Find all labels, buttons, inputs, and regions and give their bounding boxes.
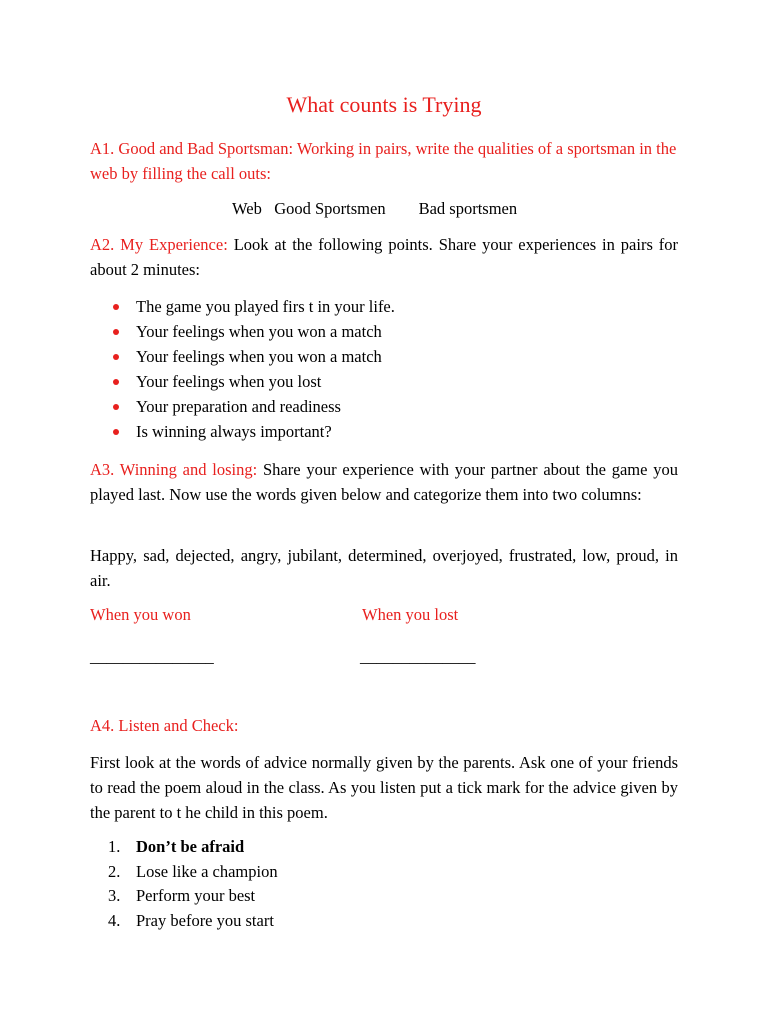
word-list: Happy, sad, dejected, angry, jubilant, determined, overjoyed, frustrated, low, proud, in air. (90, 546, 678, 590)
when-you-won-label: When you won (90, 605, 191, 624)
a3-section (90, 457, 678, 507)
item-number: 3. (108, 886, 121, 905)
list-item: Is winning always important? (106, 419, 395, 444)
when-you-lost-label: When you lost (362, 605, 459, 624)
a3-text: Share your experience with your partner about the game you played last. Now use the words given below and categorize them into two columns: (90, 460, 678, 504)
a2-section (90, 232, 678, 282)
a4-instruction: First look at the words of advice normally given by the parents. Ask one of your friends to read the poem aloud in the class. As you listen put a tick mark for the advice given by the parent to t he child in this poem. (90, 753, 678, 822)
item-number: 4. (108, 910, 121, 930)
a3-heading: A3. Winning and losing: (90, 460, 258, 479)
a1-instruction: A1. Good and Bad Sportsman: Working in pairs, write the qualities of a sportsman in the web by filling the call outs: (90, 139, 677, 183)
list-item (108, 909, 278, 934)
good-sportsmen-label: Good Sportsmen (274, 199, 386, 218)
list-item: Your feelings when you won a match (106, 319, 395, 344)
item-text: Perform your best (136, 886, 256, 905)
item-text: Don’t be afraid (136, 837, 245, 856)
list-item (108, 835, 278, 860)
a2-text: Look at the following points. Share your experiences in pairs for about 2 minutes: (90, 235, 678, 279)
experience-points-list (106, 294, 395, 444)
list-item: Your feelings when you lost (106, 369, 395, 394)
lost-answer-blank: ______________ (360, 647, 476, 666)
web-labels (232, 198, 517, 220)
list-item (108, 860, 278, 885)
list-item (108, 884, 278, 909)
a2-heading: A2. My Experience: (90, 235, 228, 254)
list-item: The game you played firs t in your life. (106, 294, 395, 319)
page-title: What counts is Trying (286, 92, 482, 117)
item-number: 2. (108, 861, 121, 881)
web-label: Web (232, 199, 262, 218)
list-item: Your preparation and readiness (106, 394, 395, 419)
item-text: Lose like a champion (136, 861, 278, 881)
won-answer-blank: _______________ (90, 647, 214, 666)
a4-heading: A4. Listen and Check: (90, 716, 239, 735)
item-text: Pray before you start (136, 910, 274, 930)
item-number: 1. (108, 837, 121, 856)
list-item: Your feelings when you won a match (106, 344, 395, 369)
advice-list (108, 835, 278, 933)
bad-sportsmen-label: Bad sportsmen (418, 199, 518, 218)
